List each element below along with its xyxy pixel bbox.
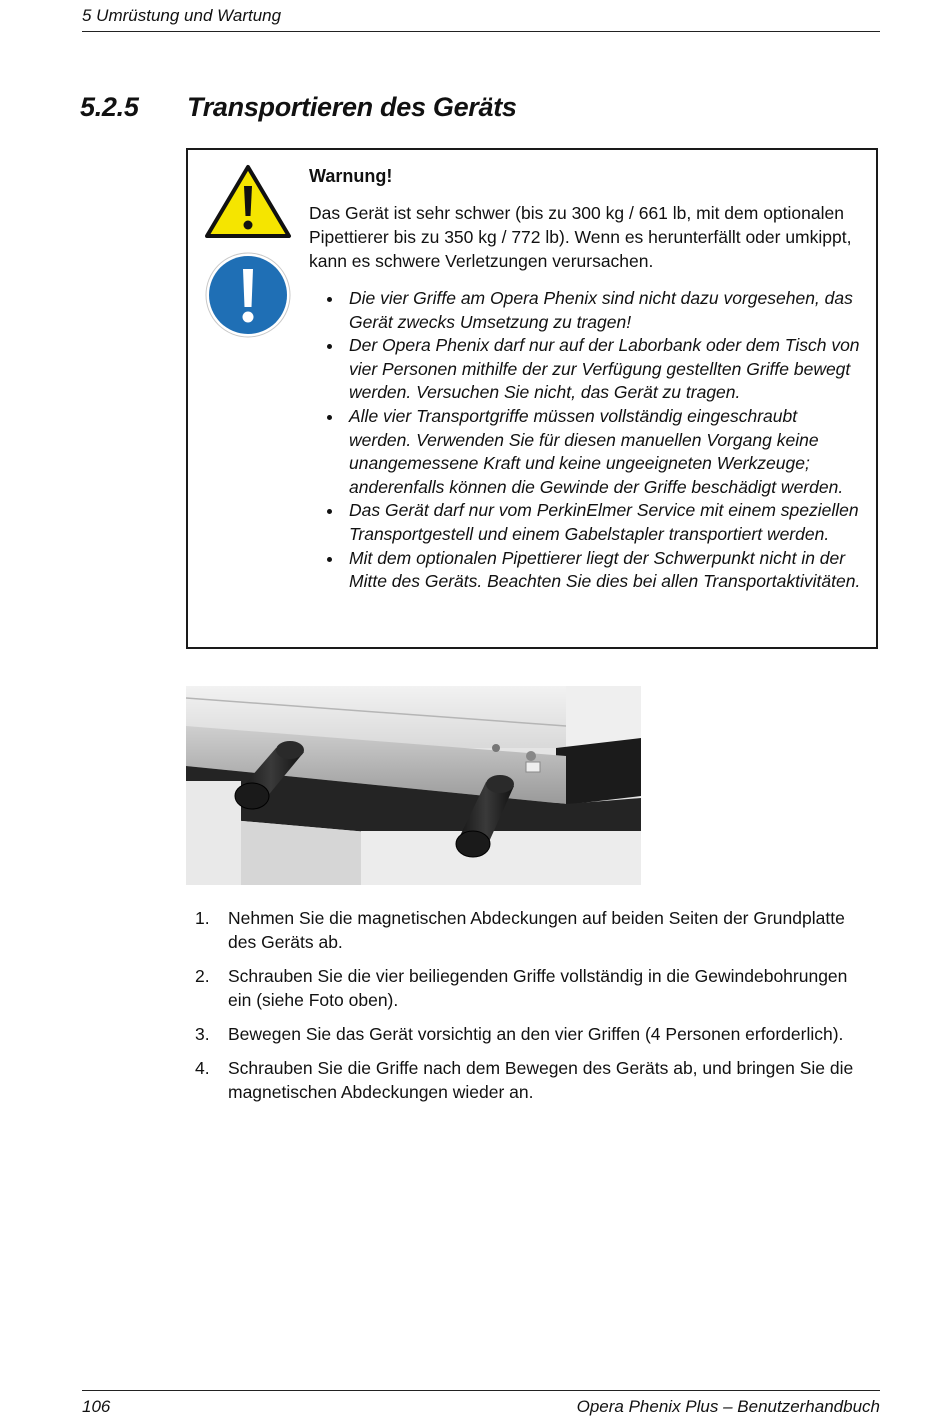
bullet-dot (327, 344, 332, 349)
warning-title: Warnung! (309, 166, 393, 186)
step-text: Schrauben Sie die Griffe nach dem Bewegen des Geräts ab, und bringen Sie die magnetischen Abdeckungen wieder an. (228, 1058, 854, 1102)
warning-list (309, 287, 864, 594)
chapter-title: 5 Umrüstung und Wartung (82, 6, 282, 25)
step-number: 1. (195, 908, 210, 928)
section-title: Transportieren des Geräts (187, 92, 517, 122)
warning-bullet (309, 334, 864, 405)
running-footer (82, 1390, 880, 1417)
warning-bullet-text: Der Opera Phenix darf nur auf der Laborbank oder dem Tisch von vier Personen mithilfe der zur Verfügung gestellten Griffe bewegt werden. Versuchen Sie nicht, das Gerät zu tragen. (349, 335, 860, 403)
transport-handles-photo (186, 686, 641, 885)
step-item (195, 1022, 875, 1046)
bullet-dot (327, 509, 332, 514)
step-text: Nehmen Sie die magnetischen Abdeckungen auf beiden Seiten der Grundplatte des Geräts ab. (228, 908, 845, 952)
step-text: Bewegen Sie das Gerät vorsichtig an den vier Griffen (4 Personen erforderlich). (228, 1024, 844, 1044)
warning-bullet (309, 405, 864, 499)
step-number: 3. (195, 1024, 210, 1044)
page-number: 106 (82, 1397, 111, 1416)
warning-bullet (309, 499, 864, 546)
warning-box (186, 148, 878, 649)
document-title: Opera Phenix Plus – Benutzerhandbuch (576, 1397, 880, 1416)
warning-icons (204, 164, 294, 344)
warning-bullet-text: Das Gerät darf nur vom PerkinElmer Service mit einem speziellen Transportgestell und einem Gabelstapler transportiert werden. (349, 500, 859, 544)
warning-bullet-text: Die vier Griffe am Opera Phenix sind nicht dazu vorgesehen, das Gerät zwecks Umsetzung zu tragen! (349, 288, 853, 332)
running-header (82, 6, 880, 32)
step-text: Schrauben Sie die vier beiliegenden Griffe vollständig in die Gewindebohrungen ein (siehe Foto oben). (228, 966, 848, 1010)
bullet-dot (327, 297, 332, 302)
bullet-dot (327, 557, 332, 562)
procedure-steps (195, 906, 875, 1114)
section-heading (80, 92, 880, 123)
step-item (195, 964, 875, 1012)
warning-bullet-text: Alle vier Transportgriffe müssen vollständig eingeschraubt werden. Verwenden Sie für diesen manuellen Vorgang keine unangemessene Kraft und keine ungeeigneten Werkzeuge; anderenfalls können die Gewinde der Griffe beschädigt werden. (349, 405, 844, 497)
warning-bullet (309, 547, 864, 594)
warning-bullet-text: Mit dem optionalen Pipettierer liegt der Schwerpunkt nicht in der Mitte des Geräts. Beachten Sie dies bei allen Transportaktivitäten. (349, 547, 861, 592)
mandatory-action-icon (204, 251, 292, 339)
step-item (195, 1056, 875, 1104)
warning-triangle-icon (204, 164, 292, 240)
photo-illustration (186, 686, 641, 885)
step-number: 2. (195, 966, 210, 986)
warning-content (309, 164, 864, 594)
section-number: 5.2.5 (80, 92, 139, 122)
bullet-dot (327, 415, 332, 420)
warning-text: Das Gerät ist sehr schwer (bis zu 300 kg / 661 lb, mit dem optionalen Pipettierer bis zu 350 kg / 772 lb). Wenn es herunterfällt oder umkippt, kann es schwere Verletzungen verursachen. (309, 203, 852, 271)
step-item (195, 906, 875, 954)
step-number: 4. (195, 1058, 210, 1078)
warning-bullet (309, 287, 864, 334)
